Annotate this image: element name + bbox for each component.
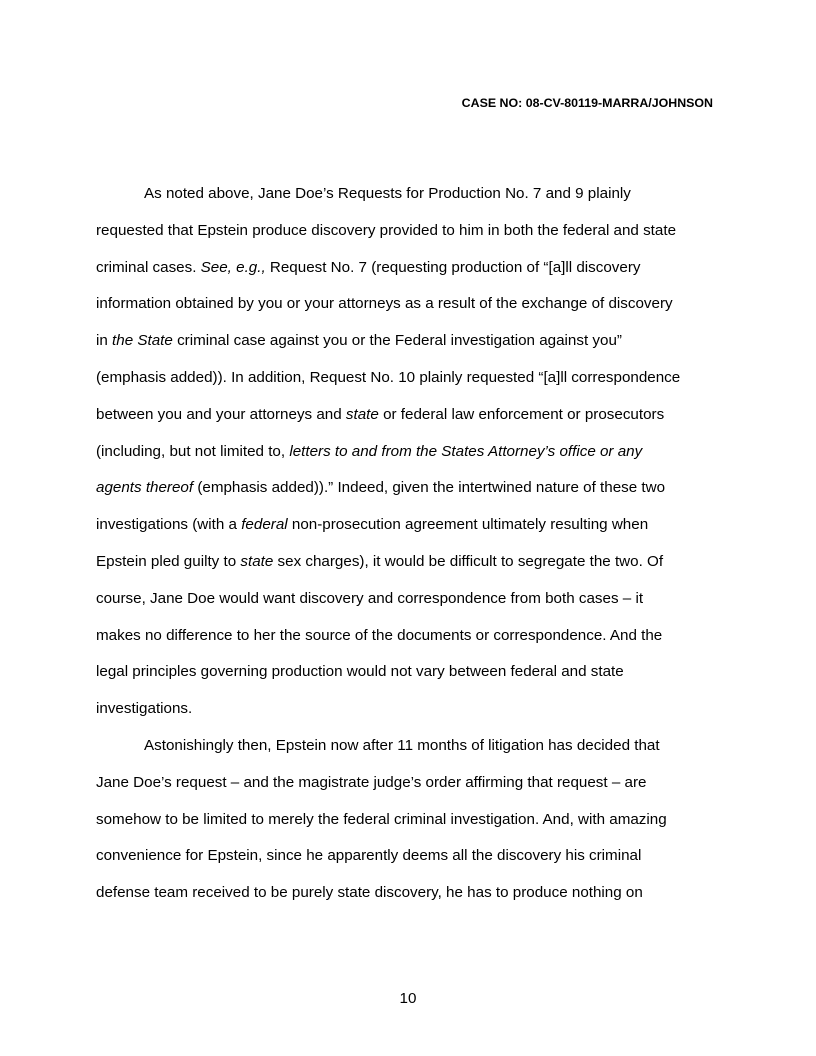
emphasis-text: state (345, 405, 379, 423)
text-segment: somehow to be limited to merely the federal criminal investigation. And, with amazing (96, 810, 667, 828)
text-segment: criminal case against you or the Federal investigation against you” (172, 332, 622, 350)
text-segment: Request No. 7 (requesting production of “[a]ll discovery (265, 258, 641, 276)
case-number-header: CASE NO: 08-CV-80119-MARRA/JOHNSON (461, 96, 713, 110)
emphasis-text: the State (112, 332, 173, 350)
text-segment: or federal law enforcement or prosecutors (378, 405, 665, 423)
body-line (96, 222, 676, 240)
body-line (96, 774, 646, 792)
text-segment: legal principles governing production would not vary between federal and state (96, 663, 624, 681)
emphasis-text: agents thereof (96, 479, 194, 497)
text-segment: investigations (with a (96, 516, 242, 534)
body-line (96, 627, 662, 645)
body-line (96, 259, 641, 277)
emphasis-text: state (240, 553, 274, 570)
text-segment: in (96, 332, 113, 350)
emphasis-text: See, e.g., (200, 258, 266, 276)
body-line (96, 700, 192, 718)
page-number: 10 (399, 990, 417, 1007)
text-segment: convenience for Epstein, since he apparently deems all the discovery his criminal (96, 847, 642, 865)
text-segment: defense team received to be purely state discovery, he has to produce nothing on (96, 884, 643, 902)
text-segment: investigations. (96, 700, 193, 718)
text-segment: (emphasis added)).” Indeed, given the intertwined nature of these two (193, 479, 666, 497)
body-line (96, 406, 664, 424)
emphasis-text: federal (241, 516, 288, 534)
body-line (96, 332, 622, 350)
body-line (96, 295, 673, 313)
body-line (96, 553, 663, 571)
emphasis-text: letters to and from the States Attorney’s office or any (289, 442, 643, 460)
body-line (96, 443, 642, 461)
text-segment: makes no difference to her the source of the documents or correspondence. And the (96, 626, 663, 644)
text-segment: As noted above, Jane Doe’s Requests for Production No. 7 and 9 plainly (144, 185, 631, 202)
text-segment: Jane Doe’s request – and the magistrate judge’s order affirming that request – are (96, 773, 647, 791)
body-line (96, 811, 667, 829)
body-line (96, 590, 643, 608)
text-segment: non-prosecution agreement ultimately resulting when (287, 516, 649, 534)
body-line (96, 847, 641, 865)
text-segment: criminal cases. (96, 258, 201, 276)
body-line (96, 516, 648, 534)
body-line (96, 369, 680, 387)
text-segment: sex charges), it would be difficult to segregate the two. Of (273, 553, 664, 570)
body-line (144, 737, 660, 755)
text-segment: (emphasis added)). In addition, Request No. 10 plainly requested “[a]ll correspondence (96, 369, 681, 386)
text-segment: between you and your attorneys and (96, 405, 346, 423)
body-line (96, 479, 665, 497)
text-segment: Astonishingly then, Epstein now after 11 months of litigation has decided that (144, 737, 660, 754)
body-line (96, 884, 643, 902)
body-line (144, 185, 631, 203)
text-segment: (including, but not limited to, (96, 442, 290, 460)
text-segment: Epstein pled guilty to (96, 553, 241, 570)
body-line (96, 663, 624, 681)
text-segment: course, Jane Doe would want discovery and correspondence from both cases – it (96, 589, 644, 607)
text-segment: requested that Epstein produce discovery provided to him in both the federal and state (96, 221, 677, 239)
text-segment: information obtained by you or your attorneys as a result of the exchange of discovery (96, 295, 673, 313)
